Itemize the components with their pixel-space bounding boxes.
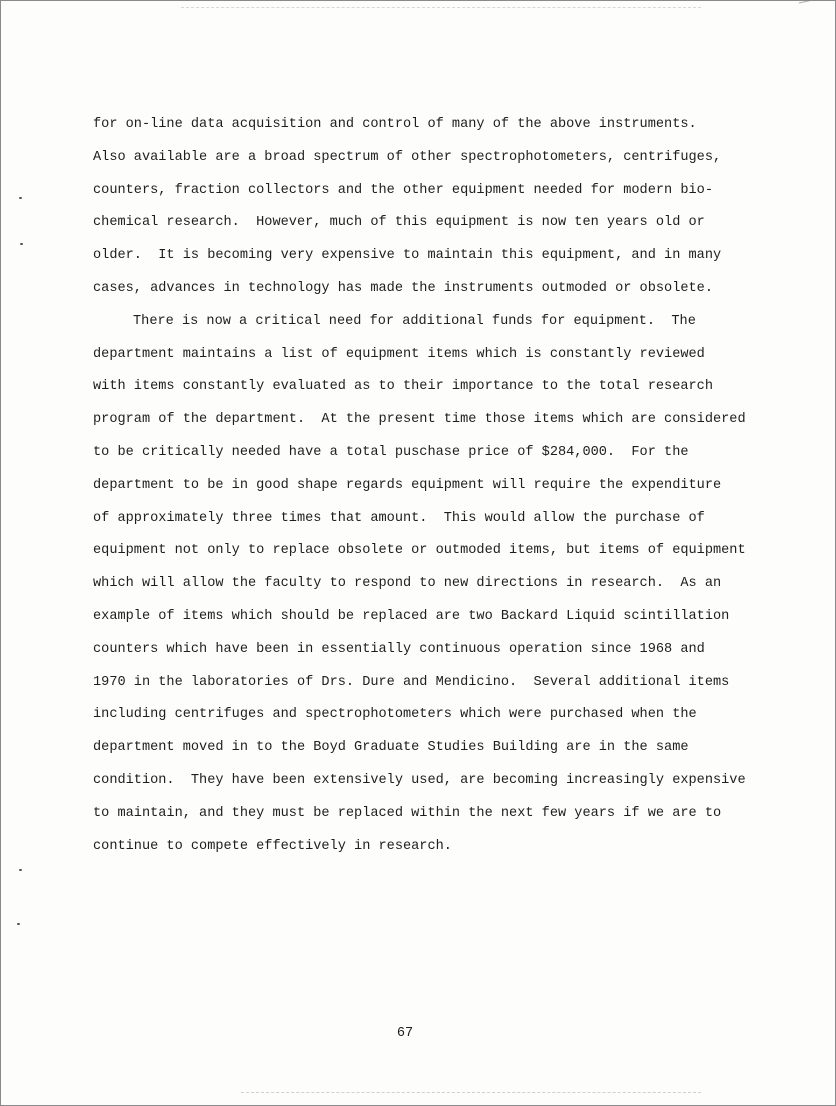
scan-edge-top xyxy=(181,7,701,8)
scan-edge-bottom xyxy=(241,1092,701,1093)
text-line: counters, fraction collectors and the other equipment needed for modern bio- xyxy=(93,182,713,198)
text-line: including centrifuges and spectrophotometers which were purchased when the xyxy=(93,707,697,723)
text-line: counters which have been in essentially continuous operation since 1968 and xyxy=(93,641,705,657)
text-line: for on-line data acquisition and control of many of the above instruments. xyxy=(93,117,697,132)
text-line: to maintain, and they must be replaced within the next few years if we are to xyxy=(93,805,722,821)
text-line: department moved in to the Boyd Graduate Studies Building are in the same xyxy=(93,740,689,756)
text-line: 1970 in the laboratories of Drs. Dure and Mendicino. Several additional items xyxy=(93,674,730,690)
text-line: with items constantly evaluated as to their importance to the total research xyxy=(93,379,713,395)
body-text xyxy=(93,113,773,867)
text-line: condition. They have been extensively used, are becoming increasingly expensive xyxy=(93,772,746,788)
text-line: program of the department. At the present time those items which are considered xyxy=(93,412,746,428)
text-line: of approximately three times that amount. This would allow the purchase of xyxy=(93,510,705,526)
text-line: continue to compete effectively in research. xyxy=(93,838,452,854)
paragraph-start-line: There is now a critical need for additional funds for equipment. The xyxy=(133,313,696,329)
text-line: equipment not only to replace obsolete or outmoded items, but items of equipment xyxy=(93,543,746,559)
scan-speck xyxy=(19,869,22,871)
text-line: Also available are a broad spectrum of other spectrophotometers, centrifuges, xyxy=(93,149,722,165)
scan-speck xyxy=(17,923,20,925)
text-line: department to be in good shape regards equipment will require the expenditure xyxy=(93,477,722,493)
text-line: department maintains a list of equipment items which is constantly reviewed xyxy=(93,346,705,362)
scan-corner-mark xyxy=(799,0,814,6)
text-line: older. It is becoming very expensive to maintain this equipment, and in many xyxy=(93,248,722,264)
text-line: example of items which should be replaced are two Backard Liquid scintillation xyxy=(93,608,730,624)
scan-speck xyxy=(20,243,23,245)
text-line: which will allow the faculty to respond to new directions in research. As an xyxy=(93,576,722,592)
text-line: to be critically needed have a total puschase price of $284,000. For the xyxy=(93,444,689,460)
page-number: 67 xyxy=(396,1026,414,1041)
text-line: cases, advances in technology has made the instruments outmoded or obsolete. xyxy=(93,280,713,296)
text-line: chemical research. However, much of this equipment is now ten years old or xyxy=(93,215,705,231)
scan-speck xyxy=(19,197,22,199)
